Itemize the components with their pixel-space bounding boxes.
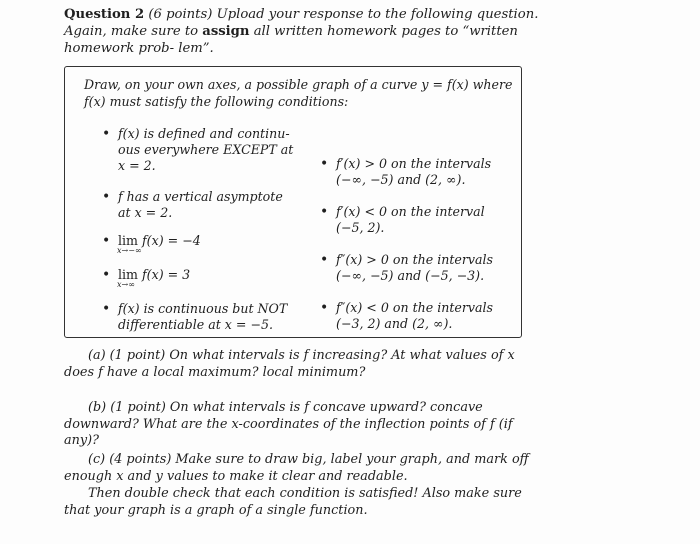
condition-text: f has a vertical asymptote at x = 2. bbox=[118, 189, 283, 220]
condition-limit-neg-inf bbox=[102, 233, 298, 255]
part-c-check: Then double check that each condition is satisfied! Also make sure that your graph is a graph of a single function. bbox=[64, 486, 522, 518]
conditions-intro: Draw, on your own axes, a possible graph of a curve y = f(x) where f(x) must satisfy the following conditions: bbox=[84, 77, 513, 109]
question-text-before: Upload your response to the following question. Again, make sure to bbox=[64, 7, 539, 39]
bullet-icon: • bbox=[102, 189, 111, 205]
condition-fdoubleprime-negative bbox=[320, 300, 516, 332]
condition-fdoubleprime-positive bbox=[320, 252, 516, 284]
conditions-box bbox=[64, 66, 522, 338]
condition-fprime-positive bbox=[320, 156, 516, 188]
question-text-after: all written homework pages to “written homework prob- lem”. bbox=[64, 24, 518, 56]
condition-text: f″(x) > 0 on the intervals (−∞, −5) and (−5, −3). bbox=[336, 252, 493, 283]
question-header bbox=[64, 6, 539, 57]
bullet-icon: • bbox=[102, 126, 111, 142]
bullet-icon: • bbox=[102, 301, 111, 317]
condition-text: f(x) = 3 bbox=[142, 267, 191, 282]
limit-operator bbox=[117, 267, 138, 289]
condition-text: f(x) = −4 bbox=[142, 233, 201, 248]
condition-text: f(x) is defined and continu- ous everywhere EXCEPT at x = 2. bbox=[118, 126, 294, 173]
question-label: Question 2 bbox=[64, 7, 145, 22]
bullet-icon: • bbox=[102, 267, 111, 283]
bullet-icon: • bbox=[102, 233, 111, 249]
part-a: (a) (1 point) On what intervals is f increasing? At what values of x does f have a local maximum? local minimum? bbox=[64, 348, 515, 380]
condition-text: f″(x) < 0 on the intervals (−3, 2) and (2, ∞). bbox=[336, 300, 493, 331]
condition-text: f′(x) < 0 on the interval (−5, 2). bbox=[336, 204, 485, 235]
condition-fprime-negative bbox=[320, 204, 516, 236]
condition-not-differentiable bbox=[102, 301, 303, 333]
lim-word: lim bbox=[118, 267, 138, 282]
bullet-icon: • bbox=[320, 252, 329, 268]
assign-keyword: assign bbox=[202, 24, 250, 39]
bullet-icon: • bbox=[320, 300, 329, 316]
bullet-icon: • bbox=[320, 204, 329, 220]
bullet-icon: • bbox=[320, 156, 329, 172]
limit-subscript: x→∞ bbox=[117, 280, 135, 289]
condition-text: f′(x) > 0 on the intervals (−∞, −5) and (2, ∞). bbox=[336, 156, 492, 187]
part-b: (b) (1 point) On what intervals is f concave upward? concave downward? What are the x-coordinates of the inflection points of f (if any)? bbox=[64, 400, 513, 448]
part-c-instructions: (c) (4 points) Make sure to draw big, label your graph, and mark off enough x and y values to make it clear and readable. bbox=[64, 452, 529, 484]
condition-text: f(x) is continuous but NOT differentiable at x = −5. bbox=[118, 301, 288, 332]
limit-operator bbox=[117, 233, 142, 255]
condition-asymptote bbox=[102, 189, 298, 221]
limit-subscript: x→−∞ bbox=[117, 246, 142, 255]
lim-word: lim bbox=[118, 233, 138, 248]
condition-defined bbox=[102, 126, 298, 174]
question-points: (6 points) bbox=[148, 7, 213, 22]
condition-limit-pos-inf bbox=[102, 267, 298, 289]
